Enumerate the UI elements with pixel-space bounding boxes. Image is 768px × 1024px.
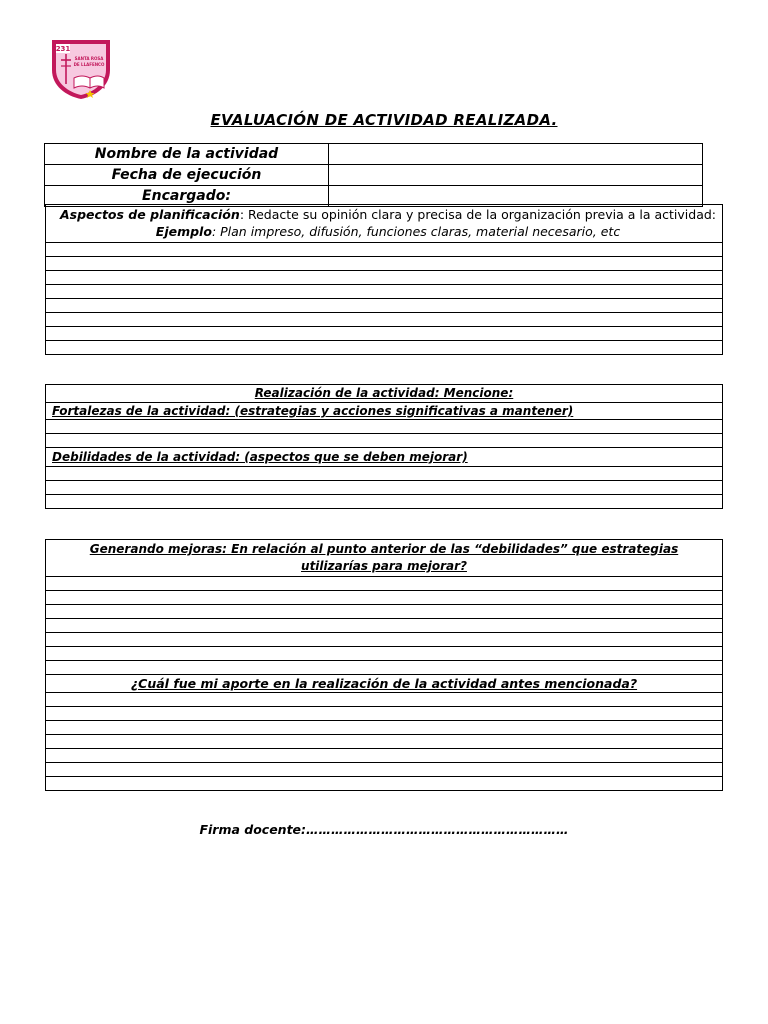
execution-date-row <box>45 165 702 186</box>
planning-line-1[interactable] <box>46 242 722 256</box>
in-charge-row <box>45 186 702 206</box>
weaknesses-line-2[interactable] <box>46 480 722 494</box>
improvements-section <box>45 539 723 791</box>
planning-text: : Redacte su opinión clara y precisa de la organización previa a la actividad <box>239 207 712 222</box>
contribution-line-3[interactable] <box>46 720 722 734</box>
activity-name-field[interactable] <box>329 144 702 164</box>
planning-line-2[interactable] <box>46 256 722 270</box>
improvements-line-7[interactable] <box>46 660 722 674</box>
improvements-line-6[interactable] <box>46 646 722 660</box>
logo-number: 231 <box>55 45 71 53</box>
school-logo <box>46 36 116 100</box>
contribution-question: ¿Cuál fue mi aporte en la realización de la actividad antes mencionada? <box>46 674 722 692</box>
realization-section <box>45 384 723 509</box>
contribution-line-5[interactable] <box>46 748 722 762</box>
planning-line-4[interactable] <box>46 284 722 298</box>
improvements-line-2[interactable] <box>46 590 722 604</box>
improvements-line-3[interactable] <box>46 604 722 618</box>
execution-date-field[interactable] <box>329 165 702 185</box>
improvements-line-4[interactable] <box>46 618 722 632</box>
in-charge-label: Encargado: <box>45 186 329 206</box>
activity-name-label: Nombre de la actividad <box>45 144 329 164</box>
improvements-heading-line1: Generando mejoras: En relación al punto anterior de las “debilidades” que estrategias <box>89 542 679 556</box>
svg-text:DE LLAFENCO: DE LLAFENCO <box>73 62 105 67</box>
page-title: EVALUACIÓN DE ACTIVIDAD REALIZADA. <box>210 111 558 129</box>
planning-section <box>45 204 723 355</box>
activity-info-table <box>44 143 703 207</box>
improvements-line-5[interactable] <box>46 632 722 646</box>
teacher-signature-line: Firma docente:……………………………………………………… <box>199 822 569 837</box>
contribution-line-4[interactable] <box>46 734 722 748</box>
planning-line-6[interactable] <box>46 312 722 326</box>
planning-instructions: Aspectos de planificación: Redacte su opinión clara y precisa de la organización previa a la actividad: Ejemplo: Plan impreso, difusión, funciones claras, material necesario, etc <box>60 207 717 239</box>
weaknesses-line-1[interactable] <box>46 466 722 480</box>
weaknesses-label: Debilidades de la actividad: (aspectos que se deben mejorar) <box>46 447 722 466</box>
improvements-heading <box>46 540 722 576</box>
strengths-label: Fortalezas de la actividad: (estrategias y acciones significativas a mantener) <box>46 402 722 419</box>
weaknesses-line-3[interactable] <box>46 494 722 508</box>
planning-line-5[interactable] <box>46 298 722 312</box>
planning-line-8[interactable] <box>46 340 722 354</box>
contribution-line-1[interactable] <box>46 692 722 706</box>
contribution-line-7[interactable] <box>46 776 722 790</box>
strengths-line-2[interactable] <box>46 433 722 447</box>
example-label: Ejemplo <box>155 224 212 239</box>
activity-name-row <box>45 144 702 165</box>
improvements-line-1[interactable] <box>46 576 722 590</box>
realization-heading: Realización de la actividad: Mencione: <box>254 386 514 400</box>
execution-date-label: Fecha de ejecución <box>45 165 329 185</box>
contribution-line-6[interactable] <box>46 762 722 776</box>
example-text: : Plan impreso, difusión, funciones claras, material necesario, etc <box>211 224 621 239</box>
improvements-heading-line2: utilizarías para mejorar? <box>301 559 467 573</box>
in-charge-field[interactable] <box>329 186 702 206</box>
planning-label: Aspectos de planificación <box>60 207 240 222</box>
strengths-line-1[interactable] <box>46 419 722 433</box>
planning-line-3[interactable] <box>46 270 722 284</box>
contribution-line-2[interactable] <box>46 706 722 720</box>
svg-text:SANTA ROSA: SANTA ROSA <box>74 56 104 61</box>
planning-line-7[interactable] <box>46 326 722 340</box>
